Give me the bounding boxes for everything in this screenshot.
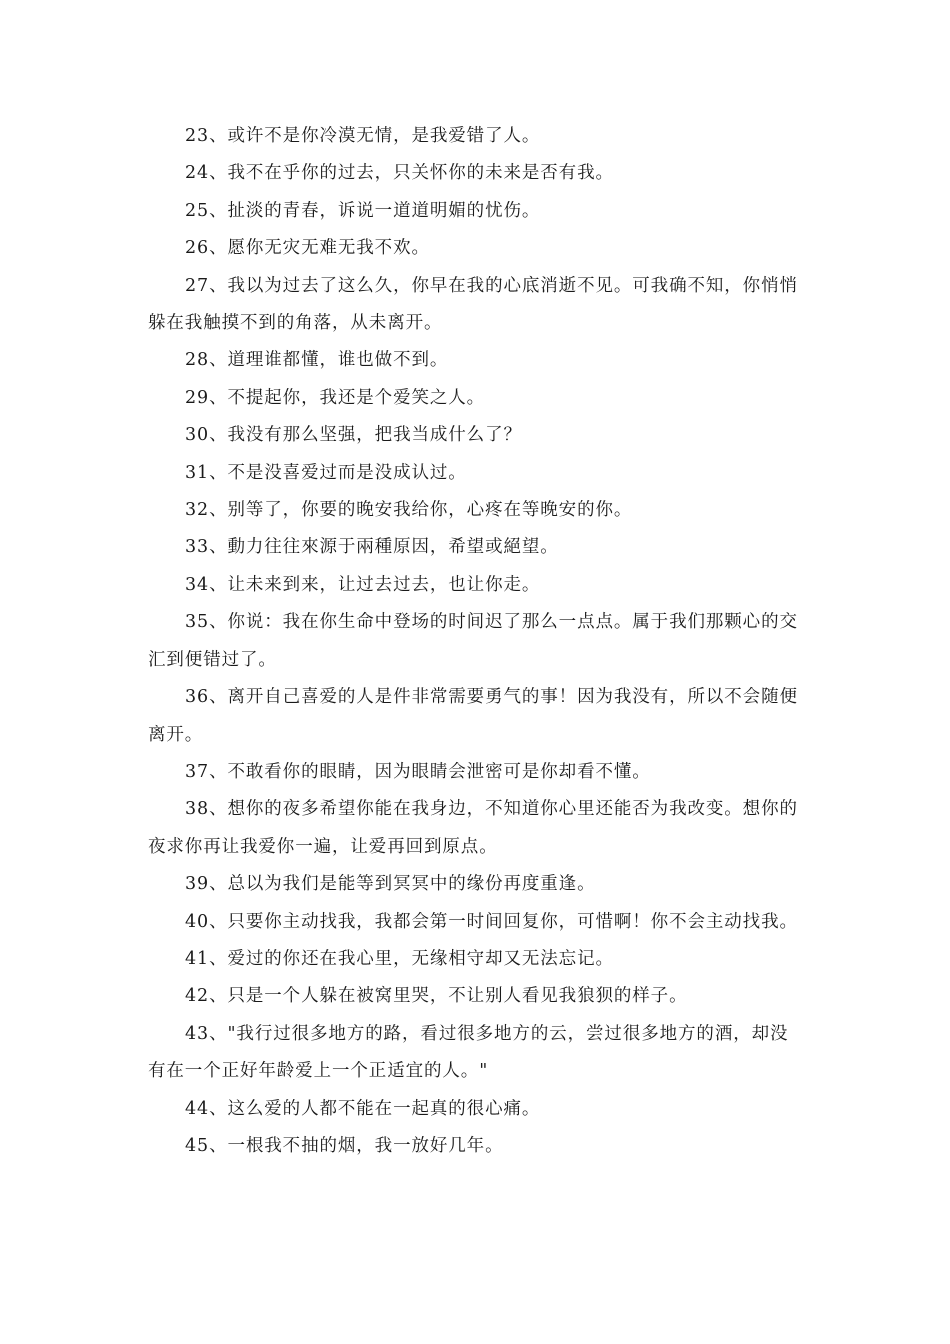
paragraph-45: 45、一根我不抽的烟，我一放好几年。 (185, 1135, 504, 1156)
paragraph-39: 39、总以为我们是能等到冥冥中的缘份再度重逢。 (185, 874, 596, 895)
paragraph-28: 28、道理谁都懂，谁也做不到。 (185, 350, 449, 371)
paragraph-43: 43、"我行过很多地方的路，看过很多地方的云，尝过很多地方的酒，却没有在一个正好年龄爱上一个正适宜的人。" (148, 1023, 789, 1082)
paragraph-34: 34、让未来到来，让过去过去，也让你走。 (185, 574, 541, 595)
paragraph-26: 26、愿你无灾无难无我不欢。 (185, 238, 430, 259)
paragraph-36: 36、离开自己喜爱的人是件非常需要勇气的事！因为我没有，所以不会随便离开。 (148, 687, 798, 745)
paragraph-33: 33、動力往往來源于兩種原因，希望或絕望。 (185, 537, 559, 558)
paragraph-44: 44、这么爱的人都不能在一起真的很心痛。 (185, 1098, 541, 1119)
paragraph-27: 27、我以为过去了这么久，你早在我的心底消逝不见。可我确不知，你悄悄躲在我触摸不到的角落，从未离开。 (148, 275, 798, 334)
paragraph-32: 32、别等了，你要的晚安我给你，心疼在等晚安的你。 (185, 500, 633, 521)
document-body (148, 118, 800, 1165)
paragraph-31: 31、不是没喜爱过而是没成认过。 (185, 462, 467, 483)
paragraph-24: 24、我不在乎你的过去，只关怀你的未来是否有我。 (185, 163, 614, 184)
paragraph-35: 35、你说：我在你生命中登场的时间迟了那么一点点。属于我们那颗心的交汇到便错过了。 (148, 612, 798, 670)
paragraph-29: 29、不提起你，我还是个爱笑之人。 (185, 387, 486, 408)
paragraph-37: 37、不敢看你的眼睛，因为眼睛会泄密可是你却看不懂。 (185, 761, 651, 782)
paragraph-38: 38、想你的夜多希望你能在我身边，不知道你心里还能否为我改变。想你的夜求你再让我爱你一遍，让爱再回到原点。 (148, 799, 798, 857)
paragraph-40: 40、只要你主动找我，我都会第一时间回复你，可惜啊！你不会主动找我。 (185, 911, 798, 932)
paragraph-30: 30、我没有那么坚强，把我当成什么了？ (185, 425, 522, 446)
paragraph-25: 25、扯淡的青春，诉说一道道明媚的忧伤。 (185, 200, 541, 221)
paragraph-23: 23、或许不是你冷漠无情，是我爱错了人。 (185, 126, 541, 146)
paragraph-42: 42、只是一个人躲在被窝里哭，不让别人看见我狼狈的样子。 (185, 986, 688, 1007)
paragraph-41: 41、爱过的你还在我心里，无缘相守却又无法忘记。 (185, 948, 614, 969)
